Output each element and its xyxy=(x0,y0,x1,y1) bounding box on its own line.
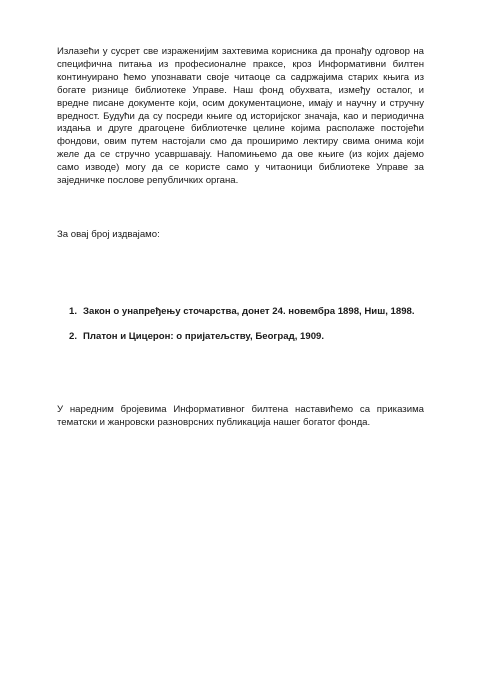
list-item xyxy=(69,331,439,344)
intro-paragraph: Излазећи у сусрет све израженијим захтевима корисника да пронађу одговор на специфична питања из професионалне праксе, кроз Информативни билтен континуирано ћемо упознавати своје читаоце са садржајима старих књига из богате ризнице библиотеке Управе. Наш фонд обухвата, између осталог, и вредне писане документе који, осим документационе, имају и научну и стручну вредност. Будући да су посреди књиге од историјског значаја, као и периодична издања и друге драгоцене библиотечке целине којима располаже постојећи фондови, овим путем настојали смо да проширимо лектиру свима онима који желе да се стручно усавршавају. Напомињемо да ове књиге (из којих дајемо само изводе) могу да се користе само у читаоници библиотеке Управе за заједничке послове републичких органа. xyxy=(57,46,424,187)
featured-publications-list xyxy=(69,306,439,356)
closing-paragraph: У наредним бројевима Информативног билтена наставићемо са приказима тематски и жанровски разноврсних публикација нашег богатог фонда. xyxy=(57,404,424,428)
list-item-text: Закон о унапређењу сточарства, донет 24. новембра 1898, Ниш, 1898. xyxy=(83,306,415,317)
lead-text: За овај број издвајамо: xyxy=(57,229,160,240)
list-item-text: Платон и Цицерон: о пријатељству, Београд, 1909. xyxy=(83,330,325,342)
list-item-number: 2. xyxy=(69,330,78,342)
list-item xyxy=(69,306,439,319)
list-item-number: 1. xyxy=(69,306,78,317)
